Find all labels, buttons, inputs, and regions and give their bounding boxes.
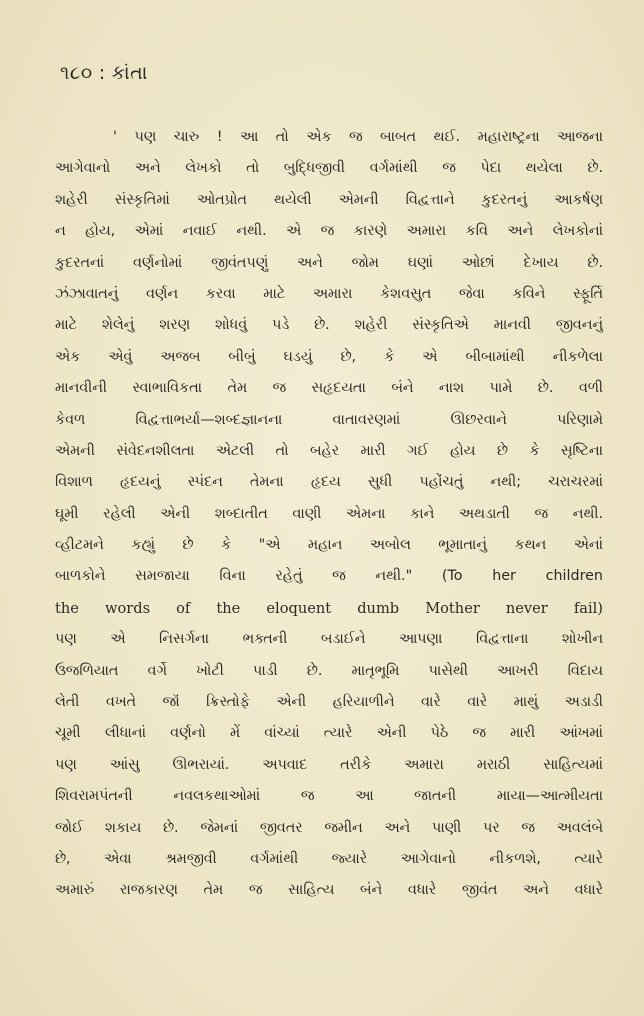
text-line: જોઈ શકાય છે. જેમનાં જીવતર જમીન અને પાણી પર જ અવલંબે bbox=[55, 819, 603, 836]
text-line: ઘૂમી રહેલી એની શબ્દાતીત વાણી એમના કાને અથડાતી જ નથી. bbox=[55, 505, 603, 522]
text-line: વ્હીટમને કહ્યું છે કે "એ મહાન અબોલ ભૂમાતાનું કથન એનાં bbox=[55, 537, 603, 554]
page-number: ૧૮૦ bbox=[60, 62, 93, 84]
text-line: ચૂમી લીધાનાં વર્ણનો મેં વાંચ્યાં ત્યારે એની પેઠે જ મારી આંખમાં bbox=[55, 725, 603, 742]
text-line: એક એવું અજબ બીબું ઘડયું છે, કે એ બીબામાંથી નીકળેલા bbox=[55, 348, 603, 365]
text-line: માનવીની સ્વાભાવિકતા તેમ જ સહૃદયતા બંને નાશ પામે છે. વળી bbox=[55, 380, 603, 397]
text-line: શિવરામપંતની નવલકથાઓમાં જ આ જાતની માયા—આત્મીયતા bbox=[55, 788, 603, 805]
text-line: ઝંઝાવાતનું વર્ણન કરવા માટે અમારા કેશવસુત જેવા કવિને સ્ફૂર્તિ bbox=[55, 285, 603, 302]
text-line: અમારું રાજકારણ તેમ જ સાહિત્ય બંને વધારે જીવંત અને વધારે bbox=[55, 882, 603, 899]
text-line-english-quote: the words of the eloquent dumb Mother never fail) bbox=[55, 599, 603, 617]
text-line: કુદરતનાં વર્ણનોમાં જીવંતપણું અને જોમ ઘણાં ઓછાં દેખાય છે. bbox=[55, 254, 603, 271]
text-line: ન હોય, એમાં નવાઈ નથી. એ જ કારણે અમારા કવિ અને લેખકોનાં bbox=[55, 223, 603, 240]
body-paragraph bbox=[55, 122, 603, 907]
text-line: પણ એ નિસર્ગના ભક્તની બડાઈને આપણા વિદ્વત્તાના શોખીન bbox=[55, 631, 603, 648]
text-line: વિશાળ હૃદયનું સ્પંદન તેમના હૃદય સુધી પહોંચતું નથી; ચરાચરમાં bbox=[55, 474, 603, 491]
text-line: બાળકોને સમજાયા વિના રહેતું જ નથી." (To her children bbox=[55, 568, 603, 585]
text-line: શહેરી સંસ્કૃતિમાં ઓતપ્રોત થયેલી એમની વિદ્વત્તાને કુદરતનું આકર્ષણ bbox=[55, 191, 603, 208]
text-line: પણ આંસુ ઊભરાયાં. અપવાદ તરીકે અમારા મરાઠી સાહિત્યમાં bbox=[55, 756, 603, 773]
text-line: માટે શેલેનું શરણ શોધવું પડે છે. શહેરી સંસ્કૃતિએ માનવી જીવનનું bbox=[55, 317, 603, 334]
text-line: છે, એવા શ્રમજીવી વર્ગમાંથી જ્યારે આગેવાનો નીકળશે, ત્યારે bbox=[55, 850, 603, 867]
header-separator: : bbox=[98, 62, 106, 84]
running-title: કાંતા bbox=[111, 62, 148, 84]
text-line: લેતી વખતે જૉં ક્રિસ્તોફે એની હરિયાળીને વારે વારે માથું અડાડી bbox=[55, 694, 603, 711]
page-header bbox=[60, 62, 148, 84]
text-line: ' પણ ચારુ ! આ તો એક જ બાબત થઈ. મહારાષ્ટ્રના આજના bbox=[113, 129, 603, 145]
text-line: આગેવાનો અને લેખકો તો બુદ્ધિજીવી વર્ગમાંથી જ પેદા થયેલા છે. bbox=[55, 160, 603, 177]
text-line: એમની સંવેદનશીલતા એટલી તો બહેર મારી ગઈ હોય છે કે સૃષ્ટિના bbox=[55, 442, 603, 459]
text-line: કેવળ વિદ્વત્તાભર્યા—શબ્દજ્ઞાનના વાતાવરણમાં ઊછરવાને પરિણામે bbox=[55, 411, 603, 428]
text-line: ઉજળિયાત વર્ગે ખોટી પાડી છે. માતૃભૂમિ પાસેથી આખરી વિદાય bbox=[55, 662, 603, 679]
